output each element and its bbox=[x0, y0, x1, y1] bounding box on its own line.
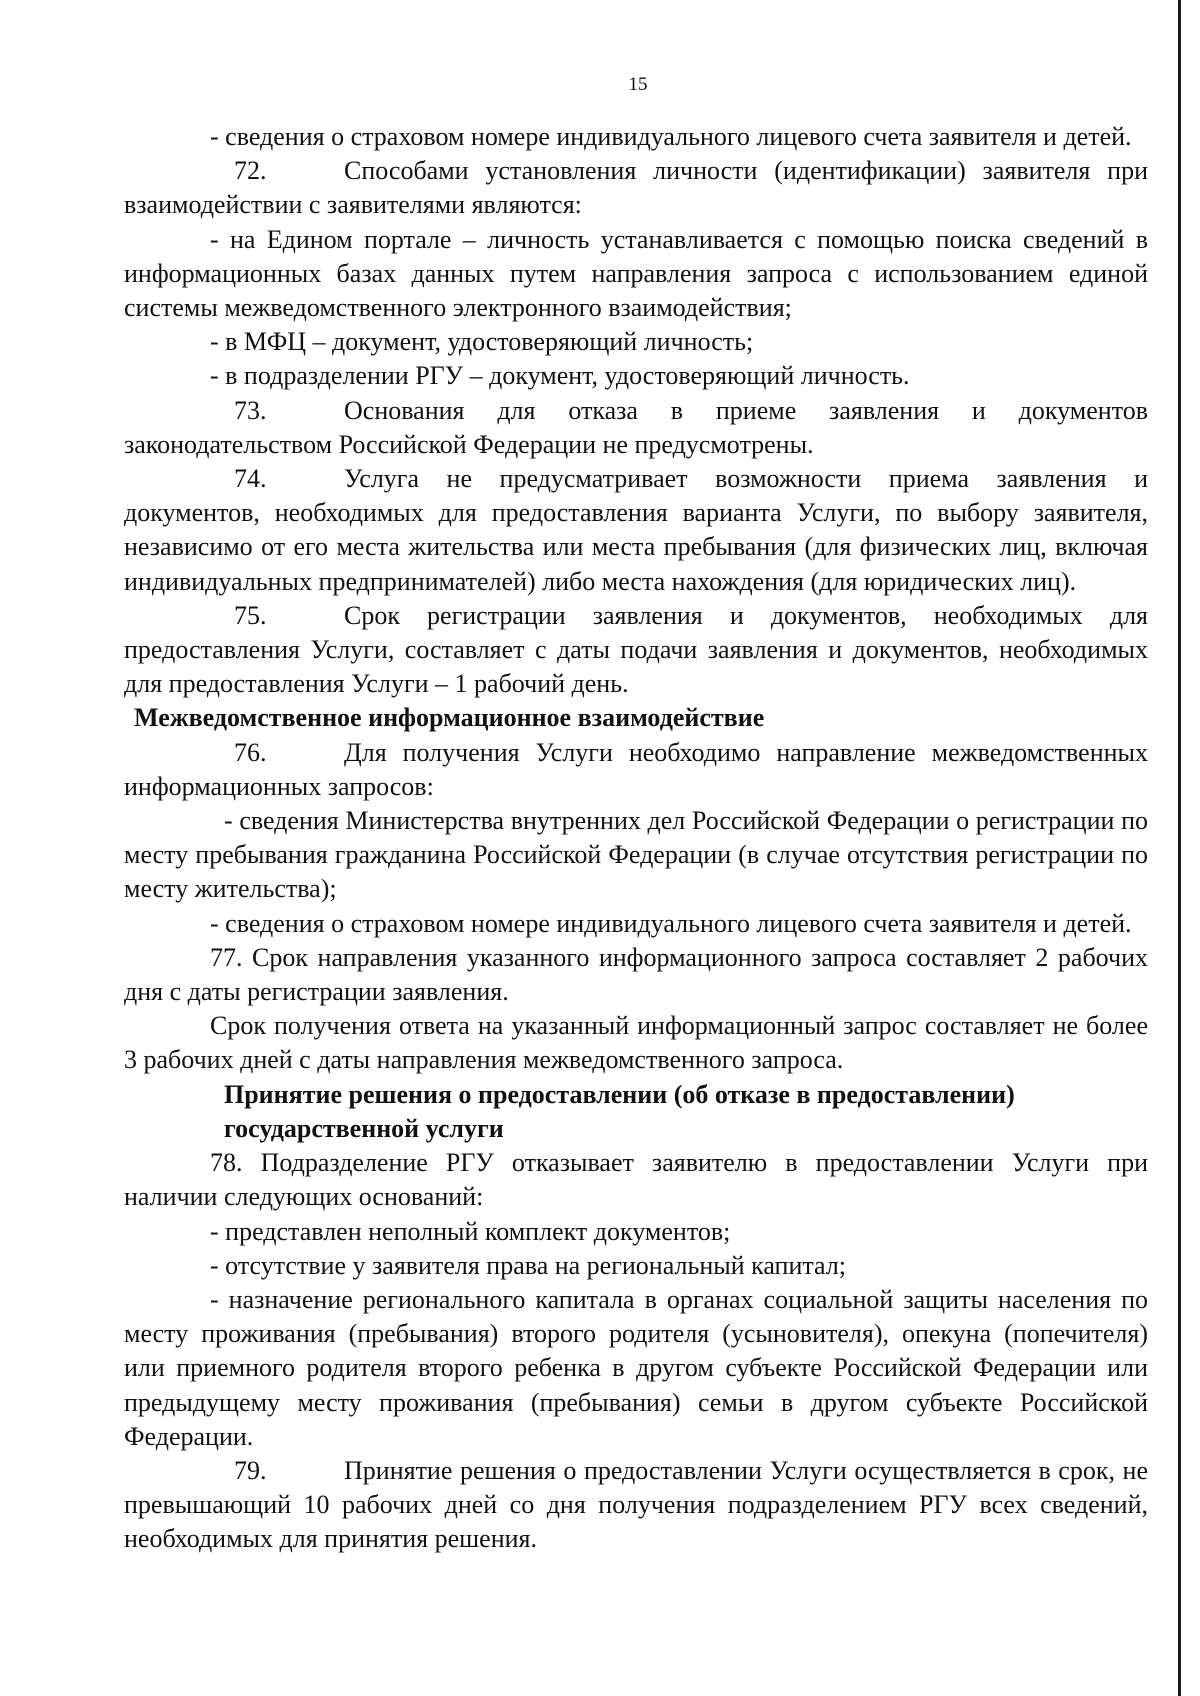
list-item-other-region: - назначение регионального капитала в органах социальной защиты населения по месту проживания (пребывания) второго родителя (усыновителя), опекуна (попечителя) или приемного родителя второго ребенка в другом субъекте Российской Федерации или предыдущему месту проживания (пребывания) семьи в другом субъекте Российской Федерации. bbox=[124, 1284, 1148, 1451]
paragraph-77: 77. Срок направления указанного информационного запроса составляет 2 рабочих дня с даты регистрации заявления. bbox=[124, 942, 1148, 1007]
paragraph-77-response: Срок получения ответа на указанный информационный запрос составляет не более 3 рабочих дней с даты направления межведомственного запроса. bbox=[124, 1011, 1148, 1075]
paragraph-text: Способами установления личности (идентификации) заявителя при взаимодействии с заявителями являются: bbox=[124, 156, 1148, 220]
list-item-portal: - на Едином портале – личность устанавливается с помощью поиска сведений в информационных базах данных путем направления запроса с использованием единой системы межведомственного электронного взаимодействия; bbox=[124, 224, 1148, 323]
paragraph-number: 72. bbox=[234, 156, 267, 186]
section-heading-decision-line2: государственной услуги bbox=[224, 1113, 504, 1143]
list-item-incomplete-docs: - представлен неполный комплект документов; bbox=[210, 1216, 731, 1246]
paragraph-text: Основания для отказа в приеме заявления и документов законодательством Российской Федерации не предусмотрены. bbox=[124, 395, 1148, 459]
paragraph-number: 74. bbox=[234, 464, 267, 494]
list-item-mfc: - в МФЦ – документ, удостоверяющий личность; bbox=[210, 327, 754, 357]
paragraph-text: Срок регистрации заявления и документов, необходимых для предоставления Услуги, составляет с даты подачи заявления и документов, необходимых для предоставления Услуги – 1 рабочий день. bbox=[124, 600, 1148, 699]
section-heading-decision-line1: Принятие решения о предоставлении (об отказе в предоставлении) bbox=[224, 1079, 1015, 1109]
paragraph-text: Услуга не предусматривает возможности приема заявления и документов, необходимых для предоставления варианта Услуги, по выбору заявителя, независимо от его места жительства или места пребывания (для физических лиц, включая индивидуальных предпринимателей) либо места нахождения (для юридических лиц). bbox=[124, 464, 1148, 596]
paragraph-text: Для получения Услуги необходимо направление межведомственных информационных запросов: bbox=[124, 737, 1148, 801]
page-number: 15 bbox=[628, 74, 648, 95]
list-item-rgu: - в подразделении РГУ – документ, удостоверяющий личность. bbox=[210, 361, 910, 391]
paragraph-72 bbox=[124, 154, 1148, 222]
paragraph-number: 73. bbox=[234, 395, 267, 425]
paragraph-78: 78. Подразделение РГУ отказывает заявителю в предоставлении Услуги при наличии следующих оснований: bbox=[124, 1148, 1148, 1212]
paragraph-74 bbox=[124, 462, 1148, 599]
paragraph-73 bbox=[124, 394, 1148, 462]
paragraph-number: 79. bbox=[234, 1455, 267, 1485]
paragraph-number: 75. bbox=[234, 600, 267, 630]
paragraph-75 bbox=[124, 599, 1148, 702]
document-body bbox=[124, 120, 1148, 1557]
page-edge-line bbox=[1178, 0, 1181, 1696]
section-heading-interagency: Межведомственное информационное взаимодействие bbox=[134, 703, 765, 733]
paragraph-number: 76. bbox=[234, 737, 267, 767]
paragraph-text: Принятие решения о предоставлении Услуги осуществляется в срок, не превышающий 10 рабочих дней со дня получения подразделением РГУ всех сведений, необходимых для принятия решения. bbox=[124, 1455, 1148, 1554]
paragraph-snils: - сведения о страховом номере индивидуального лицевого счета заявителя и детей. bbox=[210, 122, 1132, 151]
list-item-no-right: - отсутствие у заявителя права на региональный капитал; bbox=[210, 1250, 847, 1280]
paragraph-79 bbox=[124, 1454, 1148, 1557]
list-item-snils: - сведения о страховом номере индивидуального лицевого счета заявителя и детей. bbox=[210, 908, 1132, 938]
list-item-mvd: - сведения Министерства внутренних дел Российской Федерации о регистрации по месту пребывания гражданина Российской Федерации (в случае отсутствия регистрации по месту жительства); bbox=[124, 806, 1148, 904]
paragraph-76 bbox=[124, 736, 1148, 804]
